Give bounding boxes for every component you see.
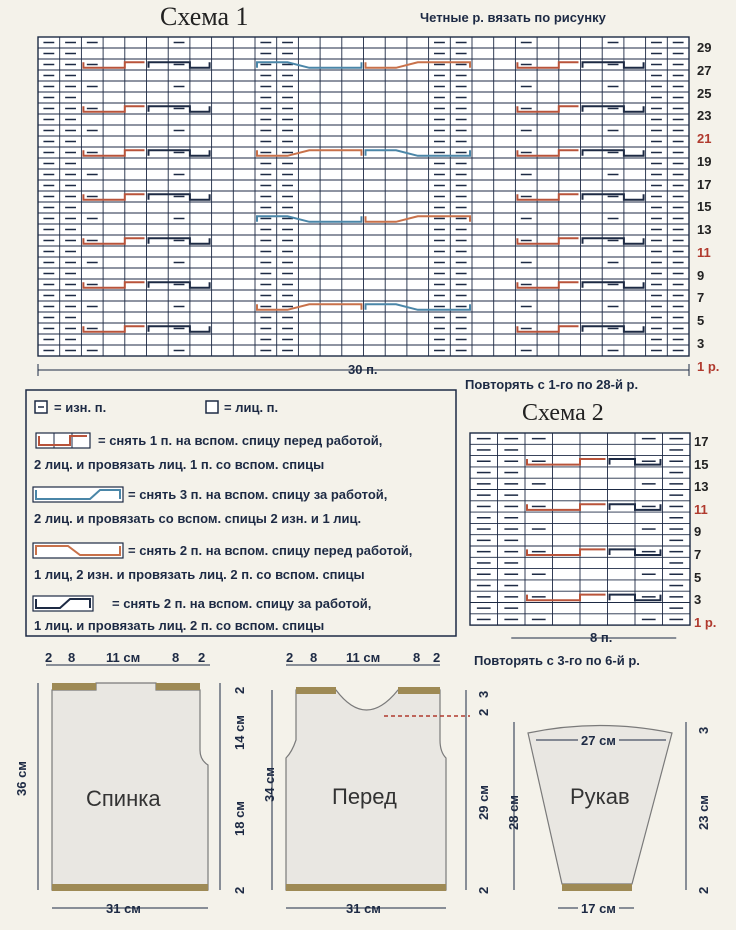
legend-cable4-a: = снять 2 п. на вспом. спицу за работой,: [112, 596, 372, 611]
back-top-4: 8: [172, 650, 180, 665]
front-bottom: 31 см: [346, 901, 381, 916]
back-top-2: 8: [68, 650, 76, 665]
scheme2-row-label: 5: [694, 569, 702, 585]
scheme1-row-label: 29: [697, 40, 712, 55]
front-right-bot: 2: [476, 886, 491, 894]
legend-cable1-a: = снять 1 п. на вспом. спицу перед работой,: [98, 433, 383, 448]
scheme1-width-label: 30 п.: [348, 362, 378, 377]
legend-knit: = лиц. п.: [224, 400, 279, 415]
front-top-2: 8: [310, 650, 318, 665]
front-name: Перед: [332, 784, 397, 809]
back-top-3: 11 см: [106, 650, 141, 665]
scheme2-row-label: 9: [694, 524, 702, 540]
back-bottom: 31 см: [106, 901, 141, 916]
back-top-5: 2: [198, 650, 206, 665]
front-top-3: 11 см: [346, 650, 381, 665]
sleeve-right-top: 3: [696, 726, 711, 734]
legend-cable2-b: 2 лиц. и провязать со вспом. спицы 2 изн. и 1 лиц.: [34, 511, 362, 526]
scheme1-note: Четные р. вязать по рисунку: [420, 10, 606, 25]
scheme1-row-label: 21: [697, 131, 712, 147]
sleeve-top: 27 см: [578, 733, 619, 748]
sleeve-piece: [514, 722, 686, 908]
legend-cable2-a: = снять 3 п. на вспом. спицу за работой,: [128, 487, 388, 502]
back-right-bot: 2: [232, 886, 247, 894]
scheme1-row-label: 11: [697, 244, 711, 260]
scheme1-row-label: 19: [697, 153, 712, 169]
back-top-1: 2: [45, 650, 53, 665]
scheme1-row-label: 27: [697, 62, 712, 78]
front-right-mid: 29 см: [476, 785, 491, 820]
scheme2-row-label: 15: [694, 456, 709, 472]
scheme1-row-label: 1 р.: [697, 358, 720, 374]
sleeve-bottom: 17 см: [578, 901, 619, 916]
back-name: Спинка: [86, 786, 161, 811]
scheme1-row-label: 9: [697, 267, 705, 283]
legend-cable3-a: = снять 2 п. на вспом. спицу перед работой,: [128, 543, 413, 558]
front-top-5: 2: [433, 650, 441, 665]
legend-cable4-b: 1 лиц. и провязать лиц. 2 п. со вспом. спицы: [34, 618, 325, 633]
back-left: 36 см: [14, 761, 29, 796]
scheme1-row-label: 25: [697, 85, 712, 101]
sleeve-name: Рукав: [570, 784, 630, 809]
scheme1-row-label: 15: [697, 199, 712, 215]
scheme1-row-label: 23: [697, 108, 712, 124]
back-right-low: 18 см: [232, 801, 247, 836]
scheme1-repeat-note: Повторять с 1-го по 28-й р.: [465, 377, 639, 392]
legend-purl: = изн. п.: [54, 400, 107, 415]
legend-cable1-b: 2 лиц. и провязать лиц. 1 п. со вспом. спицы: [34, 457, 325, 472]
front-left: 34 см: [262, 767, 277, 802]
back-right-top: 2: [232, 686, 247, 694]
scheme1-row-label: 13: [697, 222, 712, 238]
back-right-mid: 14 см: [232, 715, 247, 750]
scheme1-title: Схема 1: [160, 2, 249, 31]
sleeve-right-mid: 23 см: [696, 795, 711, 830]
front-top-4: 8: [413, 650, 421, 665]
scheme2-repeat-note: Повторять с 3-го по 6-й р.: [474, 653, 640, 668]
scheme1-row-label: 7: [697, 290, 705, 306]
scheme2-row-label: 7: [694, 547, 702, 562]
sleeve-left: 28 см: [506, 795, 521, 830]
scheme1-row-label: 3: [697, 336, 705, 351]
scheme2-width-label: 8 п.: [590, 630, 613, 645]
scheme2-row-label: 13: [694, 479, 709, 495]
legend-cable3-b: 1 лиц, 2 изн. и провязать лиц. 2 п. со вспом. спицы: [34, 567, 365, 582]
sleeve-right-bot: 2: [696, 886, 711, 894]
scheme1-row-label: 5: [697, 313, 705, 329]
scheme1-row-label: 17: [697, 176, 712, 192]
scheme2-row-label: 11: [694, 501, 708, 517]
scheme2-row-label: 3: [694, 592, 702, 608]
front-right-top2: 3: [476, 690, 491, 698]
scheme2-title: Схема 2: [522, 400, 604, 426]
front-right-top: 2: [476, 708, 491, 716]
scheme2-row-label: 17: [694, 434, 709, 449]
front-top-1: 2: [286, 650, 294, 665]
scheme2-row-label: 1 р.: [694, 614, 717, 630]
